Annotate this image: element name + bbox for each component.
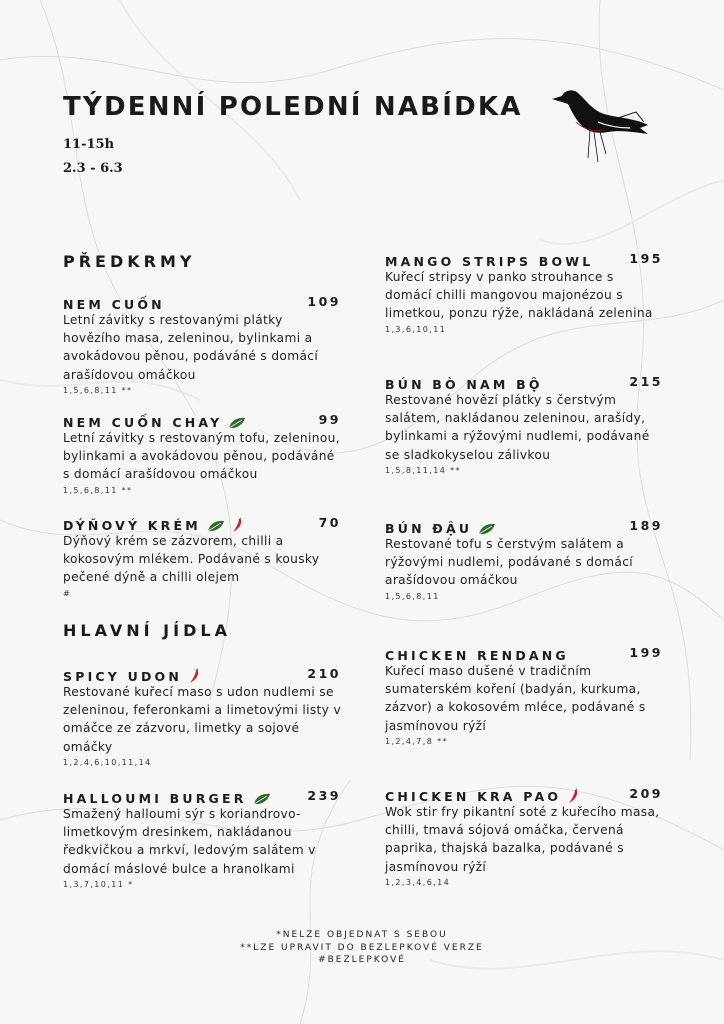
chili-icon xyxy=(188,671,200,683)
item-allergens: 1,5,6,8,11 xyxy=(385,591,440,601)
item-name: HALLOUMI BURGER xyxy=(63,791,271,806)
page-title: TÝDENNÍ POLEDNÍ NABÍDKA xyxy=(63,92,523,122)
item-price: 189 xyxy=(629,518,663,533)
item-allergens: 1,3,7,10,11 * xyxy=(63,879,134,889)
leaf-icon xyxy=(207,520,225,532)
menu-item xyxy=(385,786,663,888)
menu-item xyxy=(385,518,663,602)
menu-item xyxy=(385,251,663,335)
footer-note-gluten-option: **LZE UPRAVIT DO BEZLEPKOVÉ VERZE xyxy=(240,942,484,953)
menu-item xyxy=(63,412,341,496)
item-name: DÝŇOVÝ KRÉM xyxy=(63,518,243,533)
dates-text: 2.3 - 6.3 xyxy=(63,161,123,176)
footer-note-takeaway: *NELZE OBJEDNAT S SEBOU xyxy=(276,930,448,940)
item-description: Kuřecí maso dušené v tradičním sumaterském koření (badyán, kurkuma, zázvor) a kokosovém mléce, podávané s jasmínovou rýží xyxy=(385,664,646,733)
item-allergens: 1,2,4,6,10,11,14 xyxy=(63,757,152,767)
item-price: 109 xyxy=(307,294,341,309)
leaf-icon xyxy=(228,417,246,429)
item-name: MANGO STRIPS BOWL xyxy=(385,254,594,269)
item-price: 210 xyxy=(307,666,341,681)
menu-item xyxy=(63,666,341,768)
menu-item xyxy=(63,515,341,599)
leaf-icon xyxy=(478,523,496,535)
item-name: NEM CUỐN CHAY xyxy=(63,415,246,430)
item-description: Restované kuřecí maso s udon nudlemi se zeleninou, feferonkami a limetovými listy v omáčce ze zázvoru, limetky a sojové omáčky xyxy=(63,685,342,754)
menu-item xyxy=(63,788,341,890)
footer-note-gluten-free: #BEZLEPKOVÉ xyxy=(318,955,406,965)
section-mains: HLAVNÍ JÍDLA xyxy=(63,621,231,640)
menu-item xyxy=(63,294,341,396)
item-allergens: 1,5,8,11,14 ** xyxy=(385,465,461,475)
item-description: Dýňový krém se zázvorem, chilli a kokosovým mlékem. Podávané s kousky pečené dýně a chilli olejem xyxy=(63,534,320,585)
item-name: CHICKEN KRA PAO xyxy=(385,789,579,804)
menu-item xyxy=(385,645,663,747)
bird-logo xyxy=(548,82,652,166)
item-allergens: 1,5,6,8,11 ** xyxy=(63,485,133,495)
item-price: 239 xyxy=(307,788,341,803)
item-price: 199 xyxy=(629,645,663,660)
item-name: CHICKEN RENDANG xyxy=(385,648,569,663)
item-allergens: 1,3,6,10,11 xyxy=(385,324,447,334)
chili-icon xyxy=(231,520,243,532)
footer-notes xyxy=(0,929,724,967)
menu-item xyxy=(385,374,663,476)
item-price: 215 xyxy=(629,374,663,389)
section-starters: PŘEDKRMY xyxy=(63,252,196,271)
item-description: Letní závitky s restovanými plátky hovězího masa, zeleninou, bylinkami a avokádovou pěnou, podáváné s domácí arašídovou omáčkou xyxy=(63,313,319,382)
item-description: Restované tofu s čerstvým salátem a rýžovými nudlemi, podávané s domácí arašídovou omáčkou xyxy=(385,537,633,588)
item-name: BÚN BÒ NAM BỘ xyxy=(385,377,543,392)
leaf-icon xyxy=(253,793,271,805)
chili-icon xyxy=(567,791,579,803)
item-name: NEM CUỐN xyxy=(63,297,165,312)
item-name: BÚN ĐẬU xyxy=(385,521,496,536)
item-price: 70 xyxy=(318,515,341,530)
item-description: Wok stir fry pikantní soté z kuřecího masa, chilli, tmavá sójová omáčka, červená paprika, thajská bazalka, podávané s jasmínovou rýží xyxy=(385,805,660,874)
item-description: Letní závitky s restovaným tofu, zeleninou, bylinkami a avokádovou pěnou, podáváné s domácí arašídovou omáčkou xyxy=(63,431,340,482)
item-allergens: 1,2,4,7,8 ** xyxy=(385,736,448,746)
item-allergens: 1,5,6,8,11 ** xyxy=(63,385,133,395)
item-allergens: # xyxy=(63,588,72,598)
item-price: 209 xyxy=(629,786,663,801)
item-price: 99 xyxy=(318,412,341,427)
item-description: Kuřecí stripsy v panko strouhance s domácí chilli mangovou majonézou s limetkou, ponzu rýže, nakládaná zelenina xyxy=(385,270,653,321)
item-price: 195 xyxy=(629,251,663,266)
item-description: Restované hovězí plátky s čerstvým salátem, nakládanou zeleninou, arašídy, bylinkami a rýžovými nudlemi, podávané se sladkokyselou zálivkou xyxy=(385,393,650,462)
item-allergens: 1,2,3,4,6,14 xyxy=(385,877,451,887)
hours-text: 11-15h xyxy=(63,137,115,152)
item-name: SPICY UDON xyxy=(63,669,200,684)
item-description: Smažený halloumi sýr s koriandrovo-limetkovým dresinkem, nakládanou ředkvičkou a mrkví, ledovým salátem v domácí máslové bulce a hranolkami xyxy=(63,807,316,876)
